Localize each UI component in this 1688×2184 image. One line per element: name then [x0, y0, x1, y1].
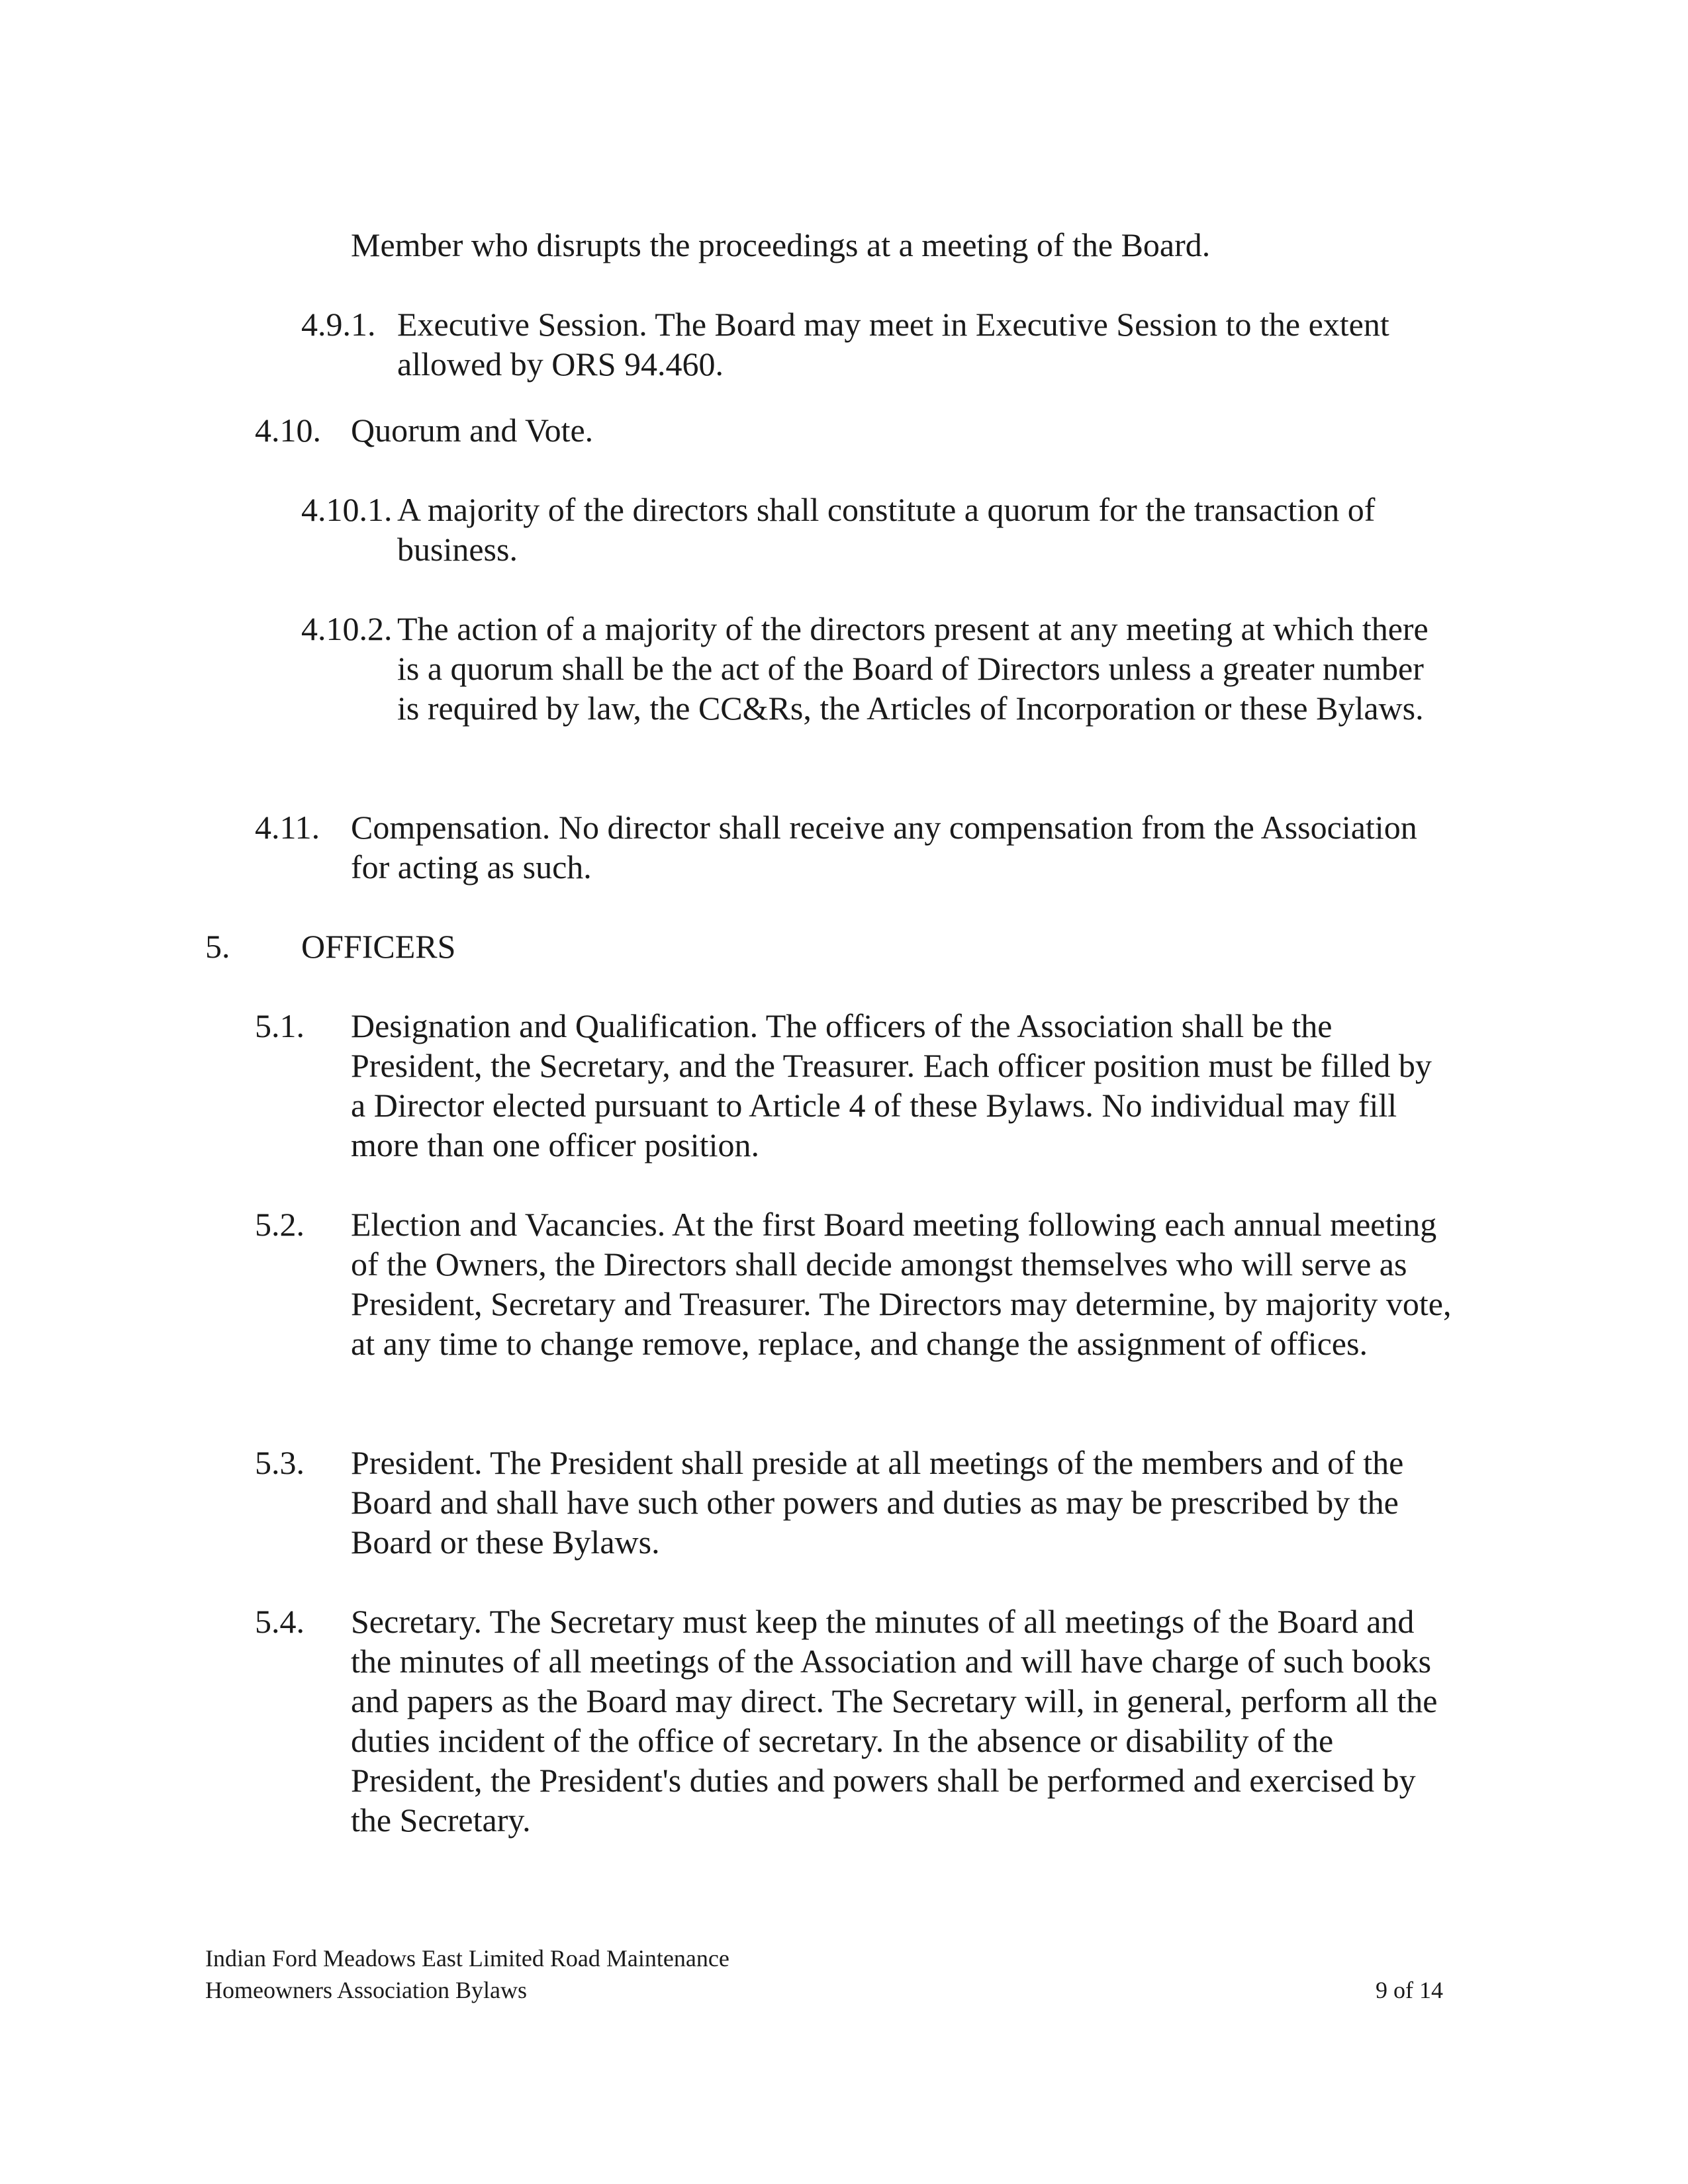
section-4-11 [255, 807, 1453, 887]
section-4-9-1 [301, 304, 1453, 384]
page-number: 9 of 14 [1376, 1977, 1443, 2003]
section-4-10 [255, 410, 1453, 450]
continuation-text: Member who disrupts the proceedings at a meeting of the Board. [351, 226, 1211, 263]
section-number: 4.9.1. [301, 306, 376, 343]
section-heading: Quorum and Vote. [351, 412, 594, 449]
section-number: 4.10.2. [301, 610, 393, 647]
section-text: Compensation. No director shall receive any compensation from the Association for acting as such. [351, 809, 1417, 886]
section-number: 5.2. [255, 1206, 305, 1243]
footer-title-line-1: Indian Ford Meadows East Limited Road Maintenance [205, 1945, 729, 1972]
section-text: Designation and Qualification. The officers of the Association shall be the President, the Secretary, and the Treasurer. Each officer position must be filled by a Director elected pursuant to Article 4 of these Bylaws. No individual may fill more than one officer position. [351, 1007, 1432, 1163]
article-heading: OFFICERS [301, 928, 456, 965]
section-number: 5.4. [255, 1603, 305, 1640]
article-number: 5. [205, 928, 230, 965]
section-text: Secretary. The Secretary must keep the minutes of all meetings of the Board and the minutes of all meetings of the Association and will have charge of such books and papers as the Board may direct. The Secretary will, in general, perform all the duties incident of the office of secretary. In the absence or disability of the President, the President's duties and powers shall be performed and exercised by the Secretary. [351, 1603, 1438, 1839]
section-text: The action of a majority of the directors present at any meeting at which there is a quorum shall be the act of the Board of Directors unless a greater number is required by law, the CC&Rs, the Articles of Incorporation or these Bylaws. [397, 610, 1429, 727]
section-text: Executive Session. The Board may meet in Executive Session to the extent allowed by ORS 94.460. [397, 306, 1389, 383]
section-5-4 [255, 1602, 1453, 1840]
section-number: 4.11. [255, 809, 320, 846]
section-5-3 [255, 1443, 1453, 1562]
section-number: 5.1. [255, 1007, 305, 1044]
section-text: President. The President shall preside at all meetings of the members and of the Board and shall have such other powers and duties as may be prescribed by the Board or these Bylaws. [351, 1444, 1404, 1561]
article-5-officers [205, 927, 1453, 966]
section-number: 5.3. [255, 1444, 305, 1481]
section-number: 4.10. [255, 412, 321, 449]
section-number: 4.10.1. [301, 491, 393, 528]
section-5-1 [255, 1006, 1453, 1165]
section-4-10-2 [301, 609, 1453, 728]
footer-title-line-2: Homeowners Association Bylaws [205, 1977, 527, 2003]
page-footer [205, 1942, 1443, 2006]
section-4-10-1 [301, 490, 1453, 569]
continuation-paragraph [351, 225, 1476, 265]
section-text: Election and Vacancies. At the first Board meeting following each annual meeting of the Owners, the Directors shall decide amongst themselves who will serve as President, Secretary and Treasurer. The Directors may determine, by majority vote, at any time to change remove, replace, and change the assignment of offices. [351, 1206, 1452, 1362]
section-5-2 [255, 1205, 1453, 1363]
section-text: A majority of the directors shall constitute a quorum for the transaction of business. [397, 491, 1376, 568]
